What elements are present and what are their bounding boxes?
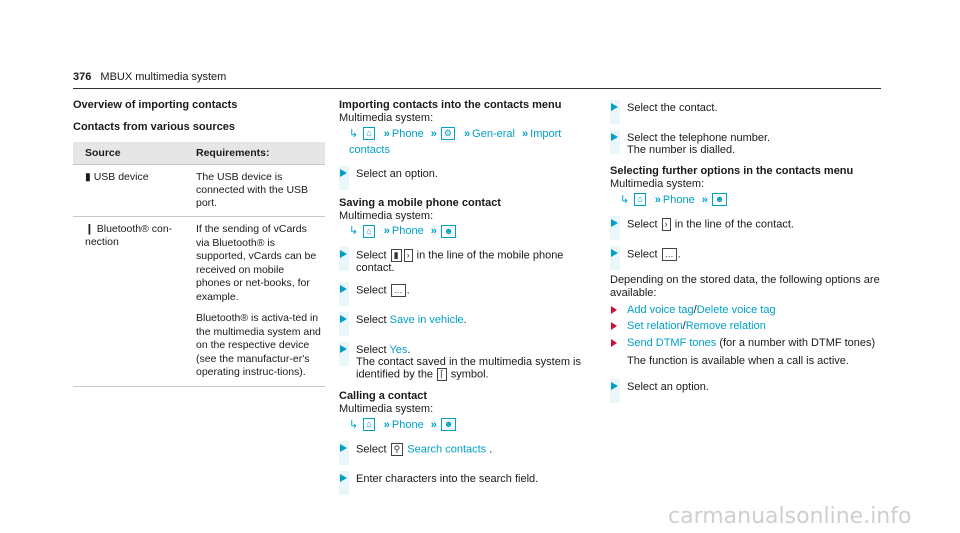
step-arrow-icon bbox=[611, 219, 618, 227]
table-header-row bbox=[73, 142, 325, 165]
step-arrow-icon bbox=[340, 315, 347, 323]
step: Select ▮ › in the line of the mobile phone contact. bbox=[339, 249, 599, 274]
chevron-right-icon: › bbox=[662, 218, 671, 231]
multimedia-label: Multimedia system: bbox=[339, 112, 434, 124]
contacts-icon: ☻ bbox=[712, 193, 727, 206]
bullet-icon bbox=[611, 322, 617, 330]
chevron-icon: » bbox=[430, 225, 437, 237]
search-icon: ⚲ bbox=[391, 443, 404, 456]
chevron-icon: » bbox=[430, 127, 437, 140]
page-title: MBUX multimedia system bbox=[100, 71, 227, 83]
source-bluetooth: Bluetooth bbox=[96, 223, 142, 235]
return-arrow-icon: ↳ bbox=[349, 127, 359, 140]
return-arrow-icon: ↳ bbox=[349, 418, 359, 431]
step-arrow-icon bbox=[340, 285, 347, 293]
step: Select ⚲ Search contacts . bbox=[339, 443, 599, 463]
req-bluetooth-1: If the sending of vCards via Bluetooth® is supported, vCards can be received on mobile phones or net-books, for example. bbox=[196, 223, 317, 303]
section-title: Overview of importing contacts bbox=[73, 99, 238, 111]
chevron-icon: » bbox=[701, 193, 708, 206]
column-left bbox=[73, 98, 323, 387]
step: Select an option. bbox=[339, 168, 599, 188]
source-usb: USB device bbox=[93, 171, 149, 183]
saved-contact-icon: ⌈ bbox=[437, 368, 447, 381]
step-arrow-icon bbox=[340, 444, 347, 452]
step: Select Yes. The contact saved in the multimedia system is identified by the ⌈ symbol. bbox=[339, 344, 599, 381]
chevron-icon: » bbox=[430, 418, 437, 431]
page-number: 376 bbox=[73, 71, 92, 83]
list-item: Add voice tag/Delete voice tag bbox=[610, 304, 880, 318]
sources-table bbox=[73, 142, 325, 387]
settings-icon: ⚙ bbox=[441, 127, 455, 140]
step: Enter characters into the search field. bbox=[339, 473, 599, 493]
column-right bbox=[610, 98, 880, 401]
home-icon: ⌂ bbox=[363, 225, 374, 238]
chevron-icon: » bbox=[654, 193, 661, 206]
section-title: Saving a mobile phone contact bbox=[339, 196, 501, 209]
nav-path: ↳ ⌂ » Phone » ⚙ » Gen-eral » Import contacts bbox=[349, 127, 562, 156]
table-row: ❙ Bluetooth® con-nection If the sending of vCards via Bluetooth® is supported, vCards can be received on mobile phones or net-books, for example. Bluetooth® is activa-ted in the multimedia system and on the respective device (see the manufactur-er's operating instruc-tions). bbox=[73, 217, 325, 387]
list-item: Send DTMF tones (for a number with DTMF tones) The function is available when a call is active. bbox=[610, 337, 880, 369]
chevron-icon: » bbox=[383, 418, 390, 431]
page-header bbox=[73, 71, 226, 83]
contacts-icon: ☻ bbox=[441, 225, 456, 238]
col-requirements: Requirements: bbox=[184, 142, 325, 165]
chevron-icon: » bbox=[383, 127, 390, 140]
req-bluetooth-2: Bluetooth® is activa-ted in the multimedia system and on the respective device (see the manufactur-er's operating instruc-tions). bbox=[196, 312, 321, 378]
multimedia-label: Multimedia system: bbox=[339, 403, 434, 415]
chevron-right-icon: › bbox=[404, 249, 413, 262]
chevron-icon: » bbox=[383, 225, 390, 237]
step-arrow-icon bbox=[340, 345, 347, 353]
step-arrow-icon bbox=[611, 382, 618, 390]
bullet-icon bbox=[611, 306, 617, 314]
header-divider bbox=[73, 88, 881, 89]
chevron-icon: » bbox=[522, 127, 529, 140]
mobile-phone-icon: ▮ bbox=[391, 249, 402, 262]
multimedia-label: Multimedia system: bbox=[339, 209, 434, 222]
home-icon: ⌂ bbox=[363, 127, 374, 140]
step-arrow-icon bbox=[611, 103, 618, 111]
step-arrow-icon bbox=[340, 474, 347, 482]
multimedia-label: Multimedia system: bbox=[610, 178, 705, 190]
more-icon: … bbox=[662, 248, 677, 261]
step: Select an option. bbox=[610, 381, 880, 401]
home-icon: ⌂ bbox=[363, 418, 374, 431]
req-usb: The USB device is connected with the USB port. bbox=[184, 165, 325, 217]
step-arrow-icon bbox=[611, 249, 618, 257]
options-intro: Depending on the stored data, the following options are available: bbox=[610, 273, 880, 299]
section-title: Calling a contact bbox=[339, 390, 428, 402]
table-row bbox=[73, 165, 325, 217]
list-item: Set relation/Remove relation bbox=[610, 320, 880, 334]
usb-icon: ▮ bbox=[85, 171, 91, 183]
step: Select Save in vehicle. bbox=[339, 314, 599, 334]
step: Select › in the line of the contact. bbox=[610, 218, 880, 238]
section-title: Selecting further options in the contacts menu bbox=[610, 165, 854, 177]
step-arrow-icon bbox=[340, 250, 347, 258]
home-icon: ⌂ bbox=[634, 193, 645, 206]
more-icon: … bbox=[391, 284, 406, 297]
return-arrow-icon: ↳ bbox=[349, 225, 359, 237]
step: Select … . bbox=[339, 284, 599, 304]
return-arrow-icon: ↳ bbox=[620, 193, 630, 206]
col-source: Source bbox=[73, 142, 184, 165]
nav-path: ↳ ⌂ » Phone » ☻ bbox=[339, 417, 599, 433]
nav-path: ↳ ⌂ » Phone » ☻ bbox=[339, 223, 599, 239]
bullet-icon bbox=[611, 339, 617, 347]
section-title: Importing contacts into the contacts menu bbox=[339, 99, 562, 111]
contacts-icon: ☻ bbox=[441, 418, 456, 431]
subsection-title: Contacts from various sources bbox=[73, 121, 235, 133]
column-middle bbox=[339, 98, 599, 493]
bluetooth-icon: ❙ bbox=[85, 223, 94, 235]
step-arrow-icon bbox=[340, 169, 347, 177]
watermark-logo: carmanualsonline.info bbox=[668, 504, 912, 529]
nav-path: ↳ ⌂ » Phone » ☻ bbox=[610, 192, 880, 208]
chevron-icon: » bbox=[464, 127, 471, 140]
step: Select the telephone number. The number is dialled. bbox=[610, 132, 880, 156]
options-list bbox=[610, 304, 880, 369]
step-arrow-icon bbox=[611, 133, 618, 141]
step: Select … . bbox=[610, 248, 880, 268]
step: Select the contact. bbox=[610, 102, 880, 122]
